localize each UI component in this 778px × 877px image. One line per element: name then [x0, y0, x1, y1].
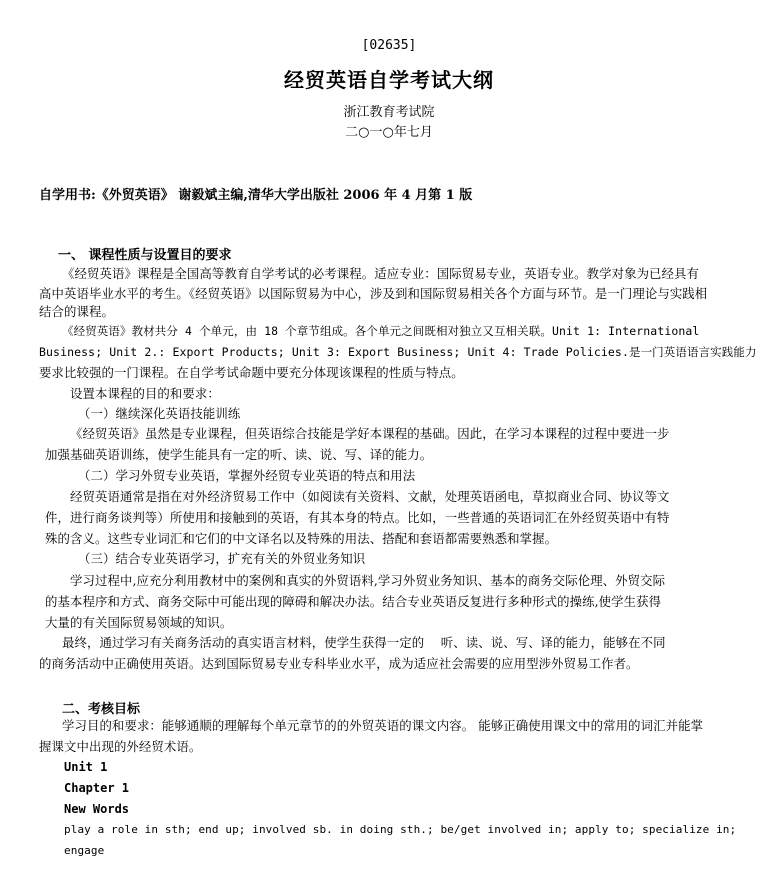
para-line: 高中英语毕业水平的考生。《经贸英语》以国际贸易为中心，涉及到和国际贸易相关各个方面与环节。是一门理论与实践相: [39, 286, 708, 301]
course-code: [02635]: [361, 38, 417, 53]
word-list-line: play a role in sth; end up; involved sb. in doing sth.; be/get involved in; apply to; specialize in; engage: [64, 823, 737, 857]
para-line: 件，进行商务谈判等）所使用和接触到的英语，有其本身的特点。比如，一些普通的英语词汇在外经贸英语中有特: [45, 510, 670, 525]
para-line: 大量的有关国际贸易领域的知识。: [45, 615, 233, 630]
issue-date: 二○一○年七月: [345, 125, 433, 140]
textbook-line: 自学用书:《外贸英语》 谢毅斌主编,清华大学出版社 2006 年 4 月第 1 版: [39, 188, 473, 203]
chapter-label: Chapter 1: [64, 781, 130, 795]
para-line: 的基本程序和方式、商务交际中可能出现的障碍和解决办法。结合专业英语反复进行多种形式的操练,使学生获得: [45, 594, 662, 609]
para-line: Business; Unit 2.: Export Products; Unit 3: Export Business; Unit 4: Trade Policies.是一门英语语言实践能力: [39, 345, 757, 359]
para-line: 经贸英语通常是指在对外经济贸易工作中（如阅读有关资料、文献，处理英语函电，草拟商业合同、协议等文: [70, 489, 670, 504]
section-1-heading: 一、 课程性质与设置目的要求: [58, 248, 232, 263]
subheading-2: （二）学习外贸专业英语，掌握外经贸专业英语的特点和用法: [78, 468, 416, 483]
subheading-1: （一）继续深化英语技能训练: [78, 406, 241, 421]
para-line: 要求比较强的一门课程。在自学考试命题中要充分体现该课程的性质与特点。: [39, 365, 464, 380]
para-line: 设置本课程的目的和要求：: [70, 386, 220, 401]
para-line: 握课文中出现的外经贸术语。: [39, 739, 202, 754]
para-line: 的商务活动中正确使用英语。达到国际贸易专业专科毕业水平，成为适应社会需要的应用型涉外贸易工作者。: [39, 656, 639, 671]
new-words-label: New Words: [64, 802, 130, 816]
para-line: 《经贸英语》虽然是专业课程，但英语综合技能是学好本课程的基础。因此，在学习本课程的过程中要进一步: [70, 426, 670, 441]
document-title: 经贸英语自学考试大纲: [284, 68, 494, 92]
para-line: 加强基础英语训练，使学生能具有一定的听、读、说、写、译的能力。: [45, 447, 433, 462]
para-line: 最终，通过学习有关商务活动的真实语言材料，使学生获得一定的 听、读、说、写、译的能力，能够在不同: [62, 635, 666, 650]
para-line: 结合的课程。: [39, 304, 114, 319]
para-line: 学习目的和要求：能够通顺的理解每个单元章节的的外贸英语的课文内容。 能够正确使用课文中的常用的词汇并能掌: [62, 718, 704, 733]
unit-label: Unit 1: [64, 760, 108, 774]
subheading-3: （三）结合专业英语学习，扩充有关的外贸业务知识: [78, 551, 366, 566]
para-line: 学习过程中,应充分利用教材中的案例和真实的外贸语料,学习外贸业务知识、基本的商务交际伦理、外贸交际: [70, 573, 666, 588]
para-line: 殊的含义。这些专业词汇和它们的中文译名以及特殊的用法、搭配和套语都需要熟悉和掌握。: [45, 531, 558, 546]
section-2-heading: 二、考核目标: [62, 702, 141, 717]
para-line: 《经贸英语》教材共分 4 个单元，由 18 个章节组成。各个单元之间既相对独立又互相关联。Unit 1: International: [62, 324, 700, 338]
para-line: 《经贸英语》课程是全国高等教育自学考试的必考课程。适应专业：国际贸易专业，英语专业。教学对象为已经具有: [62, 266, 700, 281]
issuer: 浙江教育考试院: [343, 105, 435, 120]
